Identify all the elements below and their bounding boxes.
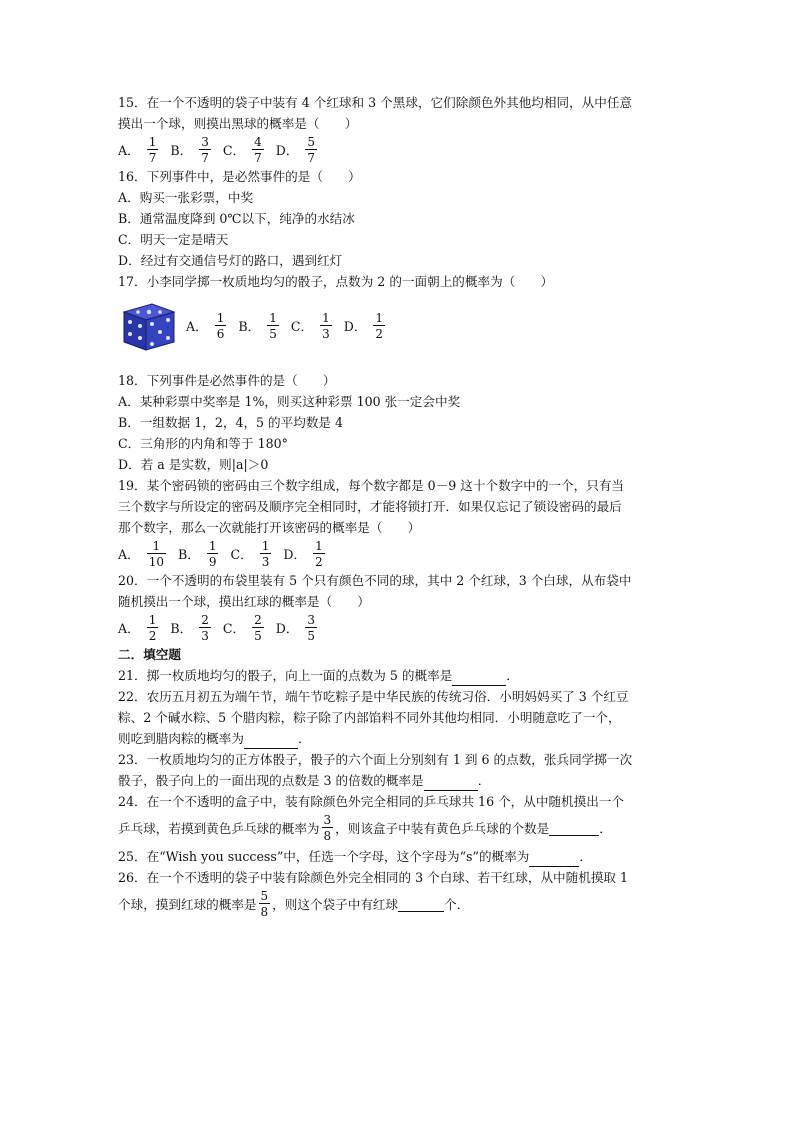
q20-option-c bbox=[223, 614, 266, 642]
denominator: 5 bbox=[269, 327, 277, 341]
option-letter: A． bbox=[118, 546, 140, 562]
q15-option-d bbox=[276, 136, 319, 164]
answer-blank[interactable] bbox=[398, 897, 444, 912]
q22-line2: 粽、2 个碱水粽、5 个腊肉粽，粽子除了内部馅料不同外其他均相同．小明随意吃了一个， bbox=[118, 710, 621, 725]
denominator: 2 bbox=[375, 327, 384, 341]
numerator: 5 bbox=[307, 135, 316, 149]
denominator: 3 bbox=[261, 555, 270, 569]
fraction bbox=[147, 614, 159, 642]
q24-end: ． bbox=[599, 820, 612, 836]
q24-pre: 乒乓球，若摸到黄色乒乓球的概率为 bbox=[118, 820, 320, 836]
numerator: 1 bbox=[152, 539, 161, 553]
numerator: 4 bbox=[254, 135, 262, 149]
q25 bbox=[118, 846, 678, 867]
answer-blank[interactable] bbox=[452, 671, 506, 686]
denominator: 7 bbox=[201, 151, 209, 165]
worksheet-page bbox=[118, 92, 678, 920]
fraction bbox=[259, 890, 271, 918]
fraction bbox=[252, 614, 264, 642]
q15-option-a bbox=[118, 136, 160, 164]
denominator: 10 bbox=[148, 555, 164, 569]
denominator: 8 bbox=[323, 829, 332, 843]
section-heading-fill-in: 二．填空题 bbox=[118, 647, 181, 662]
q20-stem-line1: 20．一个不透明的布袋里装有 5 个只有颜色不同的球，其中 2 个红球，3 个白球，从布袋中 bbox=[118, 573, 632, 588]
q20-option-b bbox=[170, 614, 213, 642]
numerator: 1 bbox=[216, 311, 225, 325]
option-letter: A． bbox=[186, 318, 208, 334]
q25-end: ． bbox=[579, 849, 592, 864]
q18-option-c: C．三角形的内角和等于 180° bbox=[118, 436, 288, 451]
option-letter: D． bbox=[275, 620, 299, 636]
q24-line2 bbox=[118, 812, 678, 844]
fraction bbox=[322, 814, 334, 842]
answer-blank[interactable] bbox=[529, 852, 579, 867]
option-letter: C． bbox=[230, 546, 253, 562]
denominator: 2 bbox=[315, 555, 323, 569]
option-letter: B． bbox=[170, 620, 193, 636]
option-letter: D． bbox=[343, 318, 367, 334]
q17-option-d bbox=[344, 312, 387, 340]
fraction bbox=[147, 540, 166, 568]
answer-blank[interactable] bbox=[244, 734, 298, 749]
numerator: 1 bbox=[322, 311, 330, 325]
q21-text: 21．掷一枚质地均匀的骰子，向上一面的点数为 5 的概率是 bbox=[118, 668, 453, 683]
q15-options bbox=[118, 134, 678, 166]
q23-line2 bbox=[118, 770, 678, 791]
fraction bbox=[207, 540, 219, 568]
q17-stem: 17．小李同学掷一枚质地均匀的骰子，点数为 2 的一面朝上的概率为（ ） bbox=[118, 274, 554, 289]
answer-blank[interactable] bbox=[549, 821, 599, 836]
q26-line2 bbox=[118, 888, 678, 920]
q24-post: ，则该盒子中装有黄色乒乓球的个数是 bbox=[335, 820, 550, 836]
q19-options bbox=[118, 538, 678, 570]
q18-option-d: D．若 a 是实数，则|a|＞0 bbox=[118, 457, 269, 472]
q18-option-a: A．某种彩票中奖率是 1%，则买这种彩票 100 张一定会中奖 bbox=[118, 394, 461, 409]
numerator: 3 bbox=[307, 613, 316, 627]
q18-option-b: B．一组数据 1，2，4，5 的平均数是 4 bbox=[118, 415, 344, 430]
q19-option-c bbox=[230, 540, 273, 568]
q20-option-a bbox=[118, 614, 160, 642]
option-letter: C． bbox=[290, 318, 314, 334]
denominator: 9 bbox=[208, 555, 217, 569]
dice-image bbox=[118, 298, 178, 354]
q19-stem-line3: 那个数字，那么一次就能打开该密码的概率是（ ） bbox=[118, 520, 421, 535]
q16-option-a: A．购买一张彩票，中奖 bbox=[118, 190, 254, 205]
option-letter: A． bbox=[118, 142, 140, 158]
option-letter: D． bbox=[275, 142, 299, 158]
denominator: 5 bbox=[307, 629, 316, 643]
denominator: 2 bbox=[148, 629, 157, 643]
denominator: 5 bbox=[254, 629, 262, 643]
q26-end: 个． bbox=[444, 896, 470, 912]
numerator: 2 bbox=[201, 613, 209, 627]
fraction bbox=[147, 136, 159, 164]
denominator: 8 bbox=[260, 905, 269, 919]
option-letter: A． bbox=[118, 620, 140, 636]
fraction bbox=[320, 312, 332, 340]
fraction bbox=[305, 614, 317, 642]
numerator: 1 bbox=[148, 613, 157, 627]
q16-stem: 16．下列事件中，是必然事件的是（ ） bbox=[118, 169, 361, 184]
denominator: 7 bbox=[148, 151, 157, 165]
numerator: 1 bbox=[261, 539, 270, 553]
q15-stem-line2: 摸出一个球，则摸出黑球的概率是（ ） bbox=[118, 116, 358, 131]
numerator: 1 bbox=[208, 539, 217, 553]
q19-stem-line2: 三个数字与所设定的密码及顺序完全相同时，才能将锁打开．如果仅忘记了锁设密码的最后 bbox=[118, 499, 622, 514]
denominator: 6 bbox=[216, 327, 225, 341]
q19-option-d bbox=[283, 540, 326, 568]
numerator: 3 bbox=[201, 135, 209, 149]
option-letter: B． bbox=[177, 546, 200, 562]
fraction bbox=[305, 136, 317, 164]
q26-pre: 个球，摸到红球的概率是 bbox=[118, 896, 257, 912]
q22-end: ． bbox=[297, 731, 311, 746]
q20-option-d bbox=[276, 614, 319, 642]
q21-end: ． bbox=[506, 668, 519, 683]
option-letter: C． bbox=[222, 620, 246, 636]
numerator: 2 bbox=[254, 613, 262, 627]
q15-stem-line1: 15．在一个不透明的袋子中装有 4 个红球和 3 个黑球，它们除颜色外其他均相同，从中任意 bbox=[118, 95, 633, 110]
q20-options bbox=[118, 612, 678, 644]
option-letter: D． bbox=[283, 546, 307, 562]
q19-stem-line1: 19．某个密码锁的密码由三个数字组成，每个数字都是 0－9 这十个数字中的一个，只有当 bbox=[118, 478, 625, 493]
q26-post: ，则这个袋子中有红球 bbox=[272, 896, 399, 912]
q22-text: 则吃到腊肉粽的概率为 bbox=[118, 731, 244, 746]
q23-line1: 23．一枚质地均匀的正方体骰子，骰子的六个面上分别刻有 1 到 6 的点数，张兵同学掷一次 bbox=[118, 752, 633, 767]
q16-option-d: D．经过有交通信号灯的路口，遇到红灯 bbox=[118, 253, 343, 268]
q25-text: 25．在“Wish you success”中，任选一个字母，这个字母为“s”的概率为 bbox=[118, 849, 530, 864]
numerator: 3 bbox=[323, 813, 332, 827]
q16-option-b: B．通常温度降到 0℃以下，纯净的水结冰 bbox=[118, 211, 355, 226]
denominator: 7 bbox=[307, 151, 316, 165]
numerator: 1 bbox=[148, 135, 157, 149]
q20-stem-line2: 随机摸出一个球，摸出红球的概率是（ ） bbox=[118, 594, 370, 609]
q17-option-b bbox=[238, 312, 281, 340]
denominator: 3 bbox=[322, 327, 330, 341]
q24-line1: 24．在一个不透明的盒子中，装有除颜色外完全相同的乒乓球共 16 个，从中随机摸出一个 bbox=[118, 794, 625, 809]
q19-option-b bbox=[178, 540, 221, 568]
numerator: 5 bbox=[260, 889, 269, 903]
fraction bbox=[199, 614, 211, 642]
q26-line1: 26．在一个不透明的袋子中装有除颜色外完全相同的 3 个白球、若干红球，从中随机摸取 1 bbox=[118, 870, 629, 885]
denominator: 7 bbox=[254, 151, 262, 165]
q16-option-c: C．明天一定是晴天 bbox=[118, 232, 229, 247]
q17-option-c bbox=[291, 312, 334, 340]
q15-option-c bbox=[223, 136, 266, 164]
q22-line3 bbox=[118, 728, 678, 749]
fraction bbox=[267, 312, 279, 340]
option-letter: B． bbox=[238, 318, 261, 334]
denominator: 3 bbox=[201, 629, 209, 643]
option-letter: B． bbox=[170, 142, 193, 158]
fraction bbox=[373, 312, 385, 340]
q23-end: ． bbox=[477, 773, 491, 788]
q21 bbox=[118, 665, 678, 686]
q15-option-b bbox=[170, 136, 213, 164]
numerator: 1 bbox=[269, 311, 277, 325]
fraction bbox=[313, 540, 325, 568]
fraction bbox=[215, 312, 227, 340]
option-letter: C． bbox=[222, 142, 246, 158]
q17-option-a bbox=[186, 312, 228, 340]
fraction bbox=[252, 136, 264, 164]
q19-option-a bbox=[118, 540, 168, 568]
q22-line1: 22．农历五月初五为端午节，端午节吃粽子是中华民族的传统习俗．小明妈妈买了 3 个红豆 bbox=[118, 689, 629, 704]
q18-stem: 18．下列事件是必然事件的是（ ） bbox=[118, 373, 336, 388]
q23-text: 骰子，骰子向上的一面出现的点数是 3 的倍数的概率是 bbox=[118, 773, 424, 788]
fraction bbox=[199, 136, 211, 164]
answer-blank[interactable] bbox=[424, 776, 478, 791]
numerator: 1 bbox=[315, 539, 323, 553]
numerator: 1 bbox=[375, 311, 384, 325]
fraction bbox=[260, 540, 272, 568]
q17-options-row bbox=[118, 296, 678, 356]
